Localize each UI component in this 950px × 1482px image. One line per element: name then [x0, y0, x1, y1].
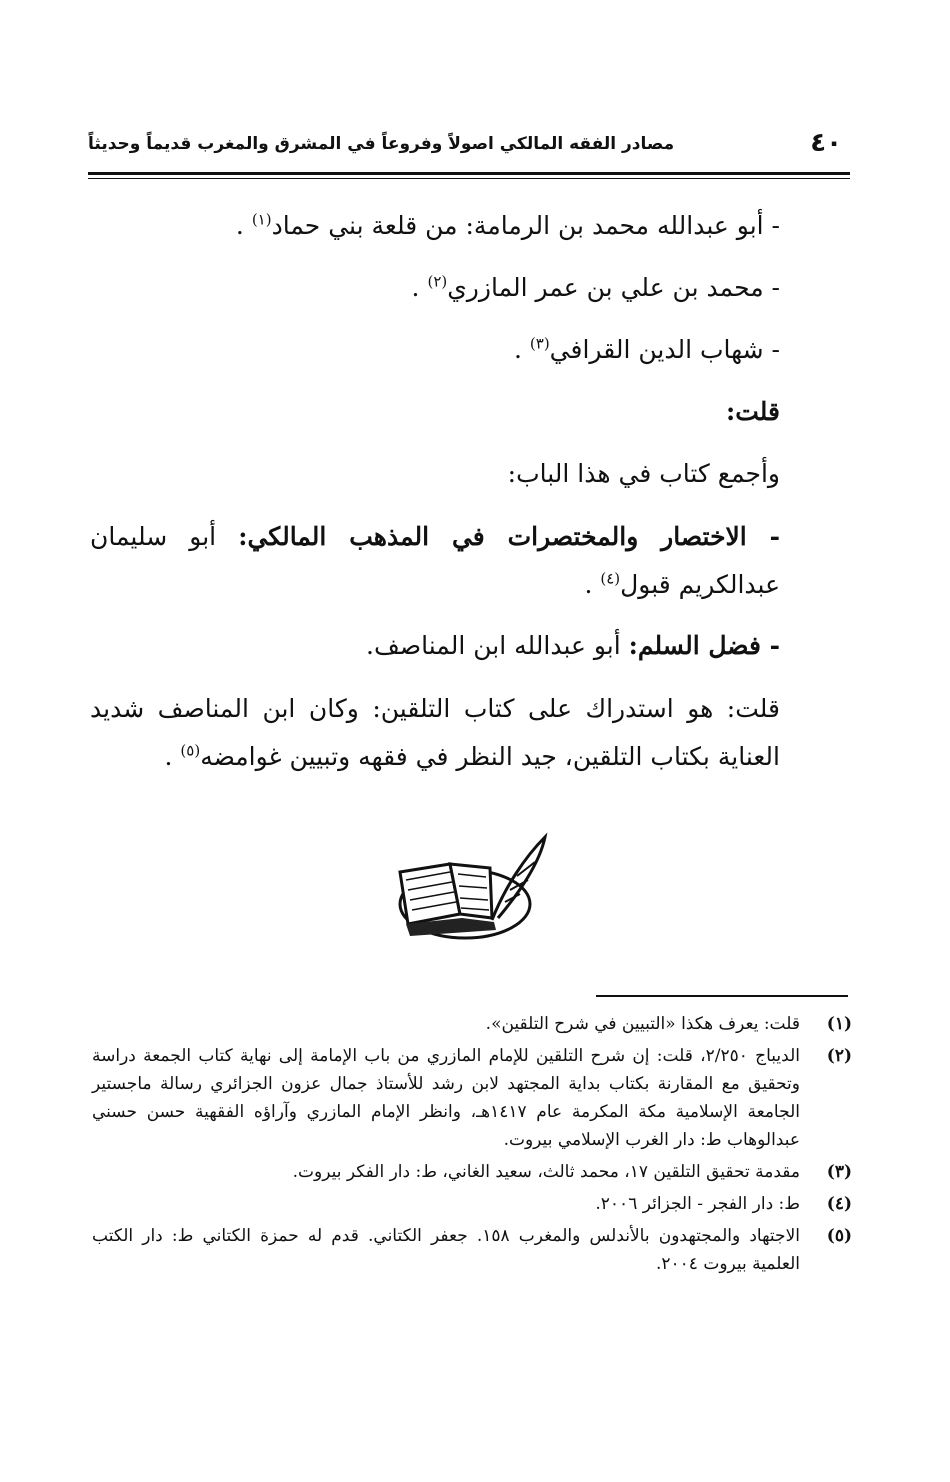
footnote	[92, 1190, 852, 1218]
footnote-text: الديباج ٢/٢٥٠، قلت: إن شرح التلقين للإمام المازري من باب الإمامة إلى نهاية كتاب الجمعة دراسة وتحقيق مع المقارنة بكتاب بداية المجتهد لابن رشد للأستاذ جمال عزون الجزائري رسالة ماجستير الجامعة الإسلامية مكة المكرمة عام ١٤١٧هـ، وانظر الإمام المازري وآراؤه الفقهية حسن حسني عبدالوهاب ط: دار الغرب الإسلامي بيروت.	[92, 1046, 800, 1150]
footnote	[92, 1042, 852, 1154]
list-item: - محمد بن علي بن عمر المازري$^{(٢)}$ .	[411, 272, 780, 302]
intro-line: وأجمع كتاب في هذا الباب:	[507, 459, 780, 488]
main-text	[90, 195, 820, 787]
footnote	[92, 1158, 852, 1186]
running-title: مصادر الفقه المالكي اصولاً وفروعاً في المشرق والمغرب قديماً وحديثاً	[88, 134, 675, 154]
footnote-number: (٤)	[826, 1194, 852, 1214]
footnote-ref[interactable]: (٣)	[529, 334, 550, 353]
footnote-number: (٣)	[826, 1162, 852, 1182]
footnote-rule	[596, 995, 848, 997]
footnote-number: (١)	[826, 1014, 852, 1034]
page-number: ٤٠	[810, 128, 842, 158]
header-rule	[88, 172, 850, 175]
list-item: - شهاب الدين القرافي$^{(٣)}$ .	[513, 334, 780, 364]
footnote-ref[interactable]: (٥)	[180, 741, 201, 760]
footnote-text: ط: دار الفجر - الجزائر ٢٠٠٦.	[595, 1194, 800, 1214]
footnote	[92, 1222, 852, 1278]
closing-paragraph: قلت: هو استدراك على كتاب التلقين: وكان ابن المناصف شديد العناية بكتاب التلقين، جيد النظر في فقهه وتبيين غوامضه$^{(٥)}$ .	[90, 694, 780, 771]
entry-title: - الاختصار والمختصرات في المذهب المالكي:	[238, 522, 780, 551]
entry-title: - فضل السلم:	[628, 631, 780, 660]
footnote-number: (٥)	[826, 1226, 852, 1246]
page-header	[88, 128, 850, 168]
book-quill-ornament	[380, 832, 550, 942]
entry-ikhtisar: - الاختصار والمختصرات في المذهب المالكي: أبو سليمان عبدالكريم قبول$^{(٤)}$ .	[90, 522, 780, 599]
footnote-text: قلت: يعرف هكذا «التبيين في شرح التلقين».	[485, 1014, 800, 1034]
qult-heading: قلت:	[725, 397, 780, 426]
header-rule-thin	[88, 178, 850, 179]
footnote-ref[interactable]: (٤)	[600, 569, 621, 588]
footnote-text: الاجتهاد والمجتهدون بالأندلس والمغرب ١٥٨. جعفر الكتاني. قدم له حمزة الكتاني ط: دار الكتب العلمية بيروت ٢٠٠٤.	[92, 1226, 800, 1274]
footnote-number: (٢)	[826, 1046, 852, 1066]
footnote-ref[interactable]: (١)	[251, 210, 272, 229]
footnote-ref[interactable]: (٢)	[427, 272, 448, 291]
footnotes	[92, 1010, 852, 1282]
list-item: - أبو عبدالله محمد بن الرمامة: من قلعة بني حماد$^{(١)}$ .	[235, 210, 780, 240]
footnote-text: مقدمة تحقيق التلقين ١٧، محمد ثالث، سعيد الغاني، ط: دار الفكر بيروت.	[292, 1162, 800, 1182]
entry-fadl-assalam: - فضل السلم: أبو عبدالله ابن المناصف.	[366, 631, 780, 660]
footnote	[92, 1010, 852, 1038]
